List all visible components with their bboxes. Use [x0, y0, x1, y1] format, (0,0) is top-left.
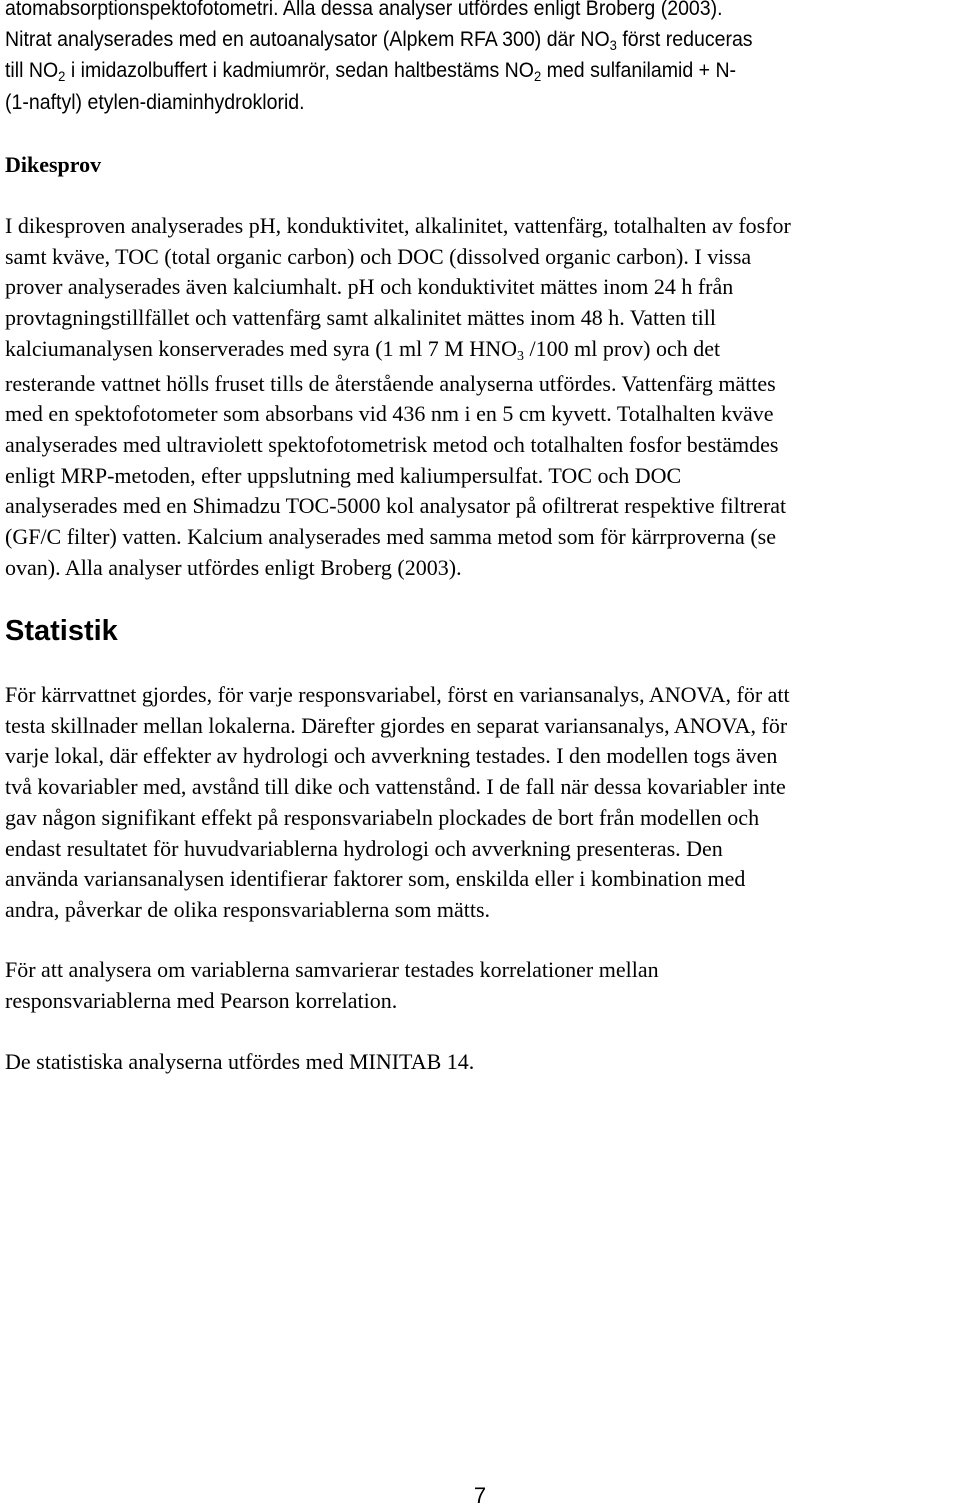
subscript: 2	[533, 68, 542, 85]
text-span: först reduceras	[616, 27, 753, 51]
text-line	[5, 25, 753, 57]
statistik-paragraph-3	[5, 1047, 474, 1078]
text-line: ovan). Alla analyser utfördes enligt Broberg (2003).	[5, 554, 462, 580]
page-number: 7	[473, 1483, 487, 1508]
text-span: /100 ml prov) och det	[523, 335, 721, 361]
text-line: analyserades med en Shimadzu TOC-5000 kol analysator på ofiltrerat respektive filtrerat	[5, 493, 787, 519]
text-span: med sulfanilamid + N-	[541, 59, 737, 83]
text-line: prover analyserades även kalciumhalt. pH och konduktivitet mättes inom 24 h från	[5, 274, 734, 300]
text-line: analyserades med ultraviolett spektofotometrisk metod och totalhalten fosfor bestämdes	[5, 431, 779, 457]
text-line: två kovariabler med, avstånd till dike och vattenstånd. I de fall när dessa kovariabler inte	[5, 774, 786, 800]
text-line: För kärrvattnet gjordes, för varje responsvariabel, först en variansanalys, ANOVA, för att	[5, 682, 790, 707]
text-line: använda variansanalysen identifierar faktorer som, enskilda eller i kombination med	[5, 866, 746, 892]
section-heading-statistik: Statistik	[5, 615, 118, 647]
text-line: De statistiska analyserna utfördes med MINITAB 14.	[5, 1049, 475, 1074]
text-line	[5, 0, 753, 25]
text-line: med en spektofotometer som absorbans vid 436 nm i en 5 cm kyvett. Totalhalten kväve	[5, 401, 774, 427]
text-line: resterande vattnet hölls fruset tills de återstående analyserna utfördes. Vattenfärg mättes	[5, 370, 776, 396]
text-span: Nitrat analyserades med en autoanalysator (Alpkem RFA 300) där NO	[5, 27, 610, 51]
text-line: provtagningstillfället och vattenfärg samt alkalinitet mättes inom 48 h. Vatten till	[5, 305, 716, 331]
text-span: till NO	[5, 59, 59, 83]
text-line: I dikesproven analyserades pH, konduktivitet, alkalinitet, vattenfärg, totalhalten av fosfor	[5, 213, 791, 238]
text-span: atomabsorptionspektofotometri. Alla dessa analyser utfördes enligt Broberg (2003).	[5, 0, 723, 20]
text-line: gav någon signifikant effekt på responsvariabeln plockades de bort från modellen och	[5, 804, 760, 830]
text-line: För att analysera om variablerna samvarierar testades korrelationer mellan	[5, 957, 659, 982]
subscript: 3	[516, 348, 524, 364]
text-line	[5, 88, 753, 119]
statistik-paragraph-2	[5, 955, 659, 1016]
text-span: i imidazolbuffert i kadmiumrör, sedan haltbestäms NO	[65, 59, 534, 83]
text-line: testa skillnader mellan lokalerna. Därefter gjordes en separat variansanalys, ANOVA, för	[5, 712, 788, 738]
text-line: responsvariablerna med Pearson korrelation.	[5, 987, 398, 1013]
text-line: (GF/C filter) vatten. Kalcium analyserades med samma metod som för kärrproverna (se	[5, 524, 776, 550]
section-dikesprov-heading-wrap	[5, 150, 101, 180]
intro-paragraph	[5, 0, 809, 119]
subscript: 3	[609, 36, 617, 53]
subscript: 2	[58, 68, 66, 85]
text-line: enligt MRP-metoden, efter uppslutning med kaliumpersulfat. TOC och DOC	[5, 462, 682, 488]
text-line: samt kväve, TOC (total organic carbon) och DOC (dissolved organic carbon). I vissa	[5, 243, 752, 269]
text-line	[5, 334, 791, 369]
statistik-paragraph-1	[5, 680, 790, 926]
text-span: (1-naftyl) etylen-diaminhydroklorid.	[5, 91, 305, 115]
section-statistik-heading-wrap	[5, 614, 118, 648]
section-heading-dikesprov: Dikesprov	[5, 152, 102, 177]
dikesprov-paragraph	[5, 211, 791, 583]
text-span: kalciumanalysen konserverades med syra (1 ml 7 M HNO	[5, 335, 517, 361]
text-line: varje lokal, där effekter av hydrologi och avverkning testades. I den modellen togs även	[5, 743, 778, 769]
text-line: endast resultatet för huvudvariablerna hydrologi och avverkning presenteras. Den	[5, 835, 723, 861]
text-line: andra, påverkar de olika responsvariablerna som mätts.	[5, 896, 491, 922]
text-line	[5, 56, 753, 88]
